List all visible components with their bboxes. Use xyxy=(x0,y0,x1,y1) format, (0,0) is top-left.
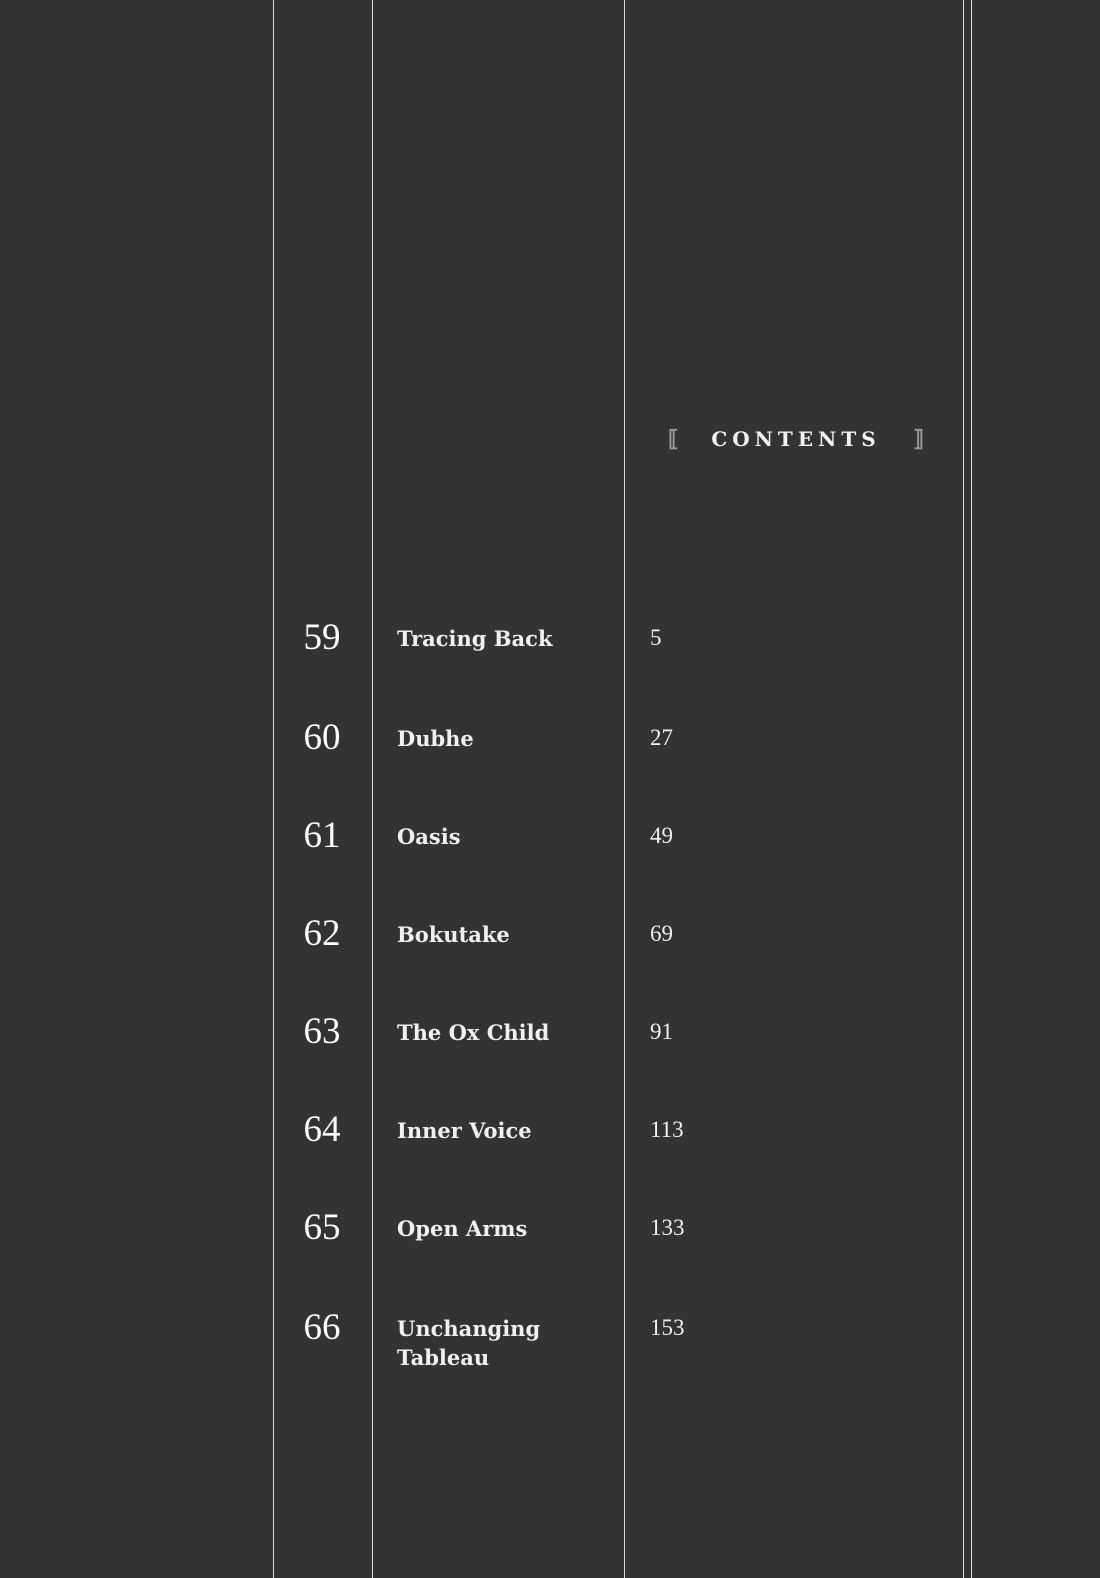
chapter-title: Bokutake xyxy=(397,922,510,947)
rule-right-outer xyxy=(971,0,972,1578)
chapter-title: Dubhe xyxy=(397,726,474,751)
chapter-number: 63 xyxy=(303,1011,341,1052)
chapter-title: Open Arms xyxy=(397,1216,528,1241)
toc-entry[interactable] xyxy=(274,1012,954,1082)
bracket-right-icon: ⟧ xyxy=(913,426,924,452)
chapter-title: Inner Voice xyxy=(397,1118,532,1143)
chapter-title: Tracing Back xyxy=(397,626,553,651)
chapter-number: 59 xyxy=(303,617,341,658)
toc-entry[interactable] xyxy=(274,816,954,886)
chapter-page: 27 xyxy=(650,725,673,750)
toc-entry[interactable] xyxy=(274,618,954,688)
chapter-page: 5 xyxy=(650,625,662,650)
chapter-number: 64 xyxy=(303,1109,341,1150)
chapter-page: 69 xyxy=(650,921,673,946)
chapter-page: 91 xyxy=(650,1019,673,1044)
chapter-number: 60 xyxy=(303,717,341,758)
contents-title: CONTENTS xyxy=(711,427,881,451)
rule-right-inner xyxy=(963,0,964,1578)
toc-entry[interactable] xyxy=(274,718,954,788)
chapter-number: 61 xyxy=(303,815,341,856)
chapter-title: The Ox Child xyxy=(397,1020,550,1045)
chapter-title: Unchanging Tableau xyxy=(397,1316,541,1370)
chapter-number: 62 xyxy=(303,913,341,954)
chapter-page: 113 xyxy=(650,1117,684,1142)
toc-entry[interactable] xyxy=(274,1110,954,1180)
contents-heading xyxy=(668,424,924,454)
chapter-title: Oasis xyxy=(397,824,461,849)
chapter-number: 66 xyxy=(303,1307,341,1348)
toc-entry[interactable] xyxy=(274,1208,954,1278)
toc-entry[interactable] xyxy=(274,1308,954,1378)
chapter-number: 65 xyxy=(303,1207,341,1248)
chapter-page: 133 xyxy=(650,1215,685,1240)
chapter-page: 49 xyxy=(650,823,673,848)
bracket-left-icon: ⟦ xyxy=(668,426,679,452)
toc-entry[interactable] xyxy=(274,914,954,984)
chapter-page: 153 xyxy=(650,1315,685,1340)
